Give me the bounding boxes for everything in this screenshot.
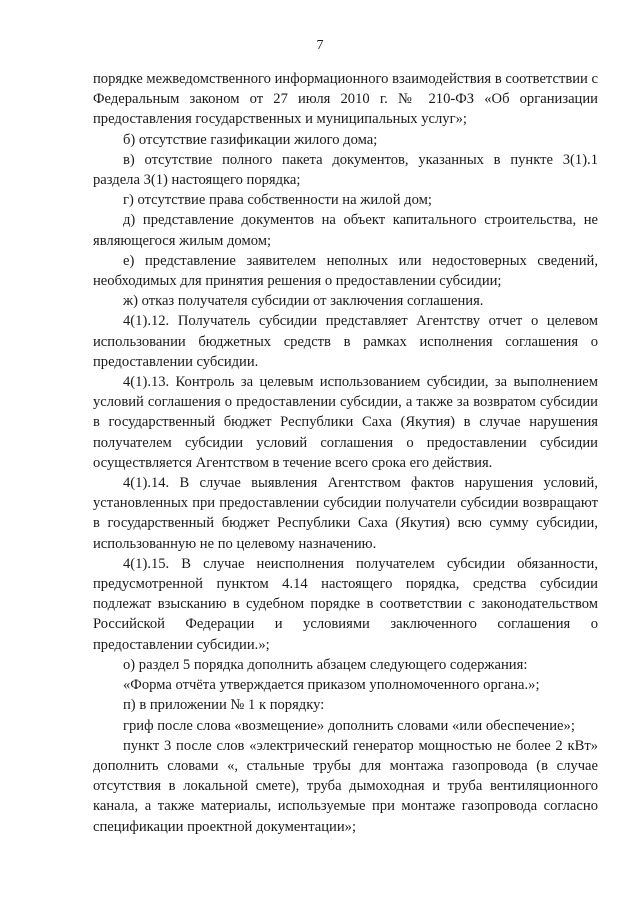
paragraph-item-o: о) раздел 5 порядка дополнить абзацем следующего содержания: <box>123 656 528 673</box>
paragraph-item-zh: ж) отказ получателя субсидии от заключения соглашения. <box>123 293 484 310</box>
paragraph-quote-form: «Форма отчёта утверждается приказом уполномоченного органа.»; <box>123 677 540 694</box>
paragraph-clause-4-1-13: 4(1).13. Контроль за целевым использованием субсидии, за выполнением условий соглашения о предоставлении субсидии, а также за возвратом субсидии в государственный бюджет Республики Саха (Якутия) в случае нарушения получателем субсидии условий соглашения о предоставлении субсидии осуществляется Агентством в течение всего срока его действия. <box>93 374 598 471</box>
paragraph-item-v: в) отсутствие полного пакета документов, указанных в пункте 3(1).1 раздела 3(1) настоящего порядка; <box>93 151 598 189</box>
document-body <box>93 69 598 837</box>
paragraph-item-e: е) представление заявителем неполных или недостоверных сведений, необходимых для принятия решения о предоставлении субсидии; <box>93 252 598 290</box>
paragraph-item-g: г) отсутствие права собственности на жилой дом; <box>123 192 432 209</box>
paragraph-grif: гриф после слова «возмещение» дополнить словами «или обеспечение»; <box>123 717 575 734</box>
paragraph-clause-4-1-15: 4(1).15. В случае неисполнения получателем субсидии обязанности, предусмотренной пунктом 4.14 настоящего порядка, средства субсидии подлежат взысканию в судебном порядке в соответствии с законодательством Российской Федерации и условиями заключенного соглашения о предоставлении субсидии.»; <box>93 555 598 653</box>
paragraph-clause-4-1-12: 4(1).12. Получатель субсидии представляет Агентству отчет о целевом использовании бюджетных средств в рамках исполнения соглашения о предоставлении субсидии. <box>93 313 598 370</box>
paragraph-point-3: пункт 3 после слов «электрический генератор мощностью не более 2 кВт» дополнить словами «, стальные трубы для монтажа газопровода (в случае отсутствия в локальной смете), труба дымоходная и труба вентиляционного канала, а также материалы, используемые при монтаже газопровода согласно спецификации проектной документации»; <box>93 737 598 835</box>
paragraph-clause-4-1-14: 4(1).14. В случае выявления Агентством фактов нарушения условий, установленных при предоставлении субсидии получатели субсидии возвращают в государственный бюджет Республики Саха (Якутия) всю сумму субсидии, использованную не по целевому назначению. <box>93 475 598 552</box>
paragraph-item-b: б) отсутствие газификации жилого дома; <box>123 131 378 148</box>
page-number: 7 <box>316 38 324 53</box>
paragraph-item-p: п) в приложении № 1 к порядку: <box>123 697 325 714</box>
paragraph-item-d: д) представление документов на объект капитального строительства, не являющегося жилым домом; <box>93 212 598 249</box>
paragraph-continuation: порядке межведомственного информационного взаимодействия в соответствии с Федеральным законом от 27 июля 2010 г. № 210-ФЗ «Об организации предоставления государственных и муниципальных услуг»; <box>93 71 598 128</box>
